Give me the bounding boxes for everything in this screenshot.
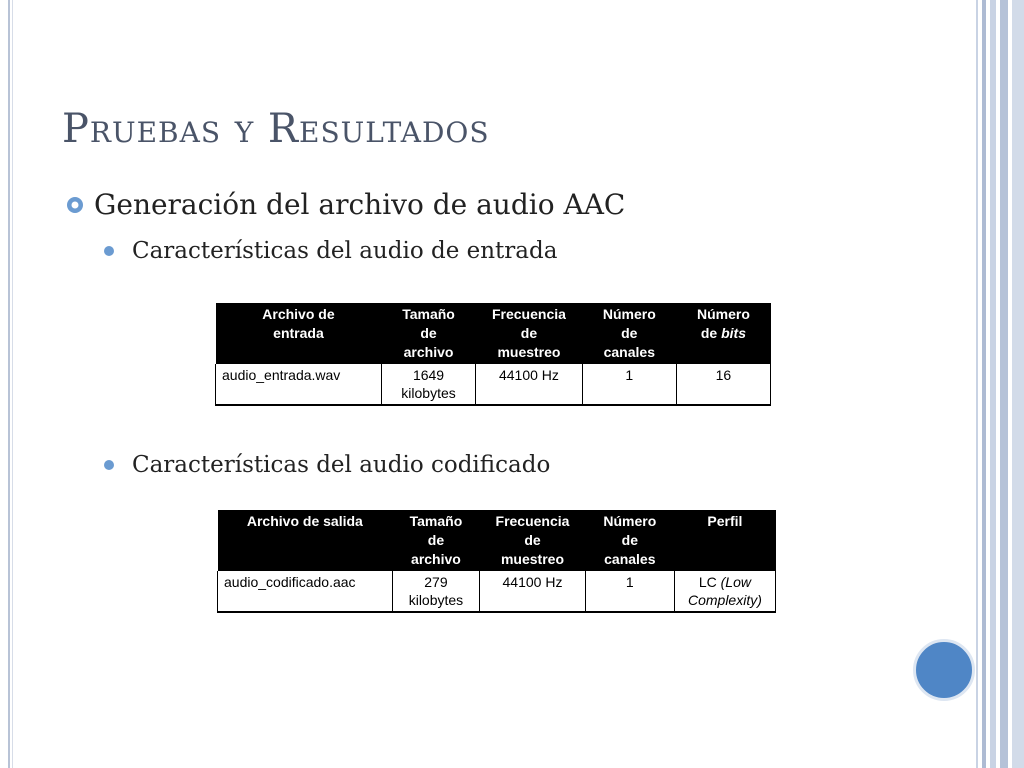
table-header-cell: Frecuencia de muestreo: [476, 303, 583, 364]
right-decoration-stripes: [976, 0, 1024, 768]
bullet-output-audio-text: Características del audio codificado: [132, 452, 551, 478]
slide-title: Pruebas y Resultados: [62, 106, 490, 152]
table-header-cell: Perfil: [674, 510, 775, 571]
table-header-cell: Frecuencia de muestreo: [480, 510, 586, 571]
bullet-output-audio: [104, 452, 550, 478]
left-decoration-line-thin: [12, 0, 13, 768]
table-cell: audio_codificado.aac: [218, 571, 393, 612]
table-cell: 1: [585, 571, 674, 612]
table-row: [218, 571, 776, 612]
bullet-main-text: Generación del archivo de audio AAC: [94, 188, 626, 221]
table-cell: 16: [676, 364, 770, 405]
profile-italic-text: (Low Complexity): [687, 574, 762, 608]
table-cell: 1: [582, 364, 676, 405]
table-header-cell: Tamaño de archivo: [381, 303, 475, 364]
table-cell: audio_entrada.wav: [216, 364, 382, 405]
table-header-cell: [676, 303, 770, 364]
bullet-dot-icon: [104, 460, 114, 470]
table-cell: 44100 Hz: [476, 364, 583, 405]
left-decoration-line: [8, 0, 10, 768]
table-header-cell: Número de canales: [582, 303, 676, 364]
output-audio-table: [217, 510, 776, 613]
table-header-cell: Archivo de salida: [218, 510, 393, 571]
bullet-input-audio-text: Características del audio de entrada: [132, 238, 558, 264]
bullet-input-audio: [104, 238, 557, 264]
table-header-row: [218, 510, 776, 571]
bullet-ring-icon: [66, 196, 84, 214]
table-cell: [674, 571, 775, 612]
bullet-main: [66, 188, 625, 221]
table-cell: 279 kilobytes: [392, 571, 480, 612]
table-header-row: [216, 303, 771, 364]
table-header-text: Número de: [696, 306, 750, 341]
table-cell: 1649 kilobytes: [381, 364, 475, 405]
table-header-cell: Archivo de entrada: [216, 303, 382, 364]
bullet-dot-icon: [104, 246, 114, 256]
table-cell: 44100 Hz: [480, 571, 586, 612]
input-audio-table: [215, 303, 771, 406]
table-header-cell: Número de canales: [585, 510, 674, 571]
decorative-circle: [913, 639, 975, 701]
table-header-cell: Tamaño de archivo: [392, 510, 480, 571]
table-row: [216, 364, 771, 405]
table-header-italic: bits: [721, 325, 746, 341]
profile-text: LC: [698, 574, 721, 590]
